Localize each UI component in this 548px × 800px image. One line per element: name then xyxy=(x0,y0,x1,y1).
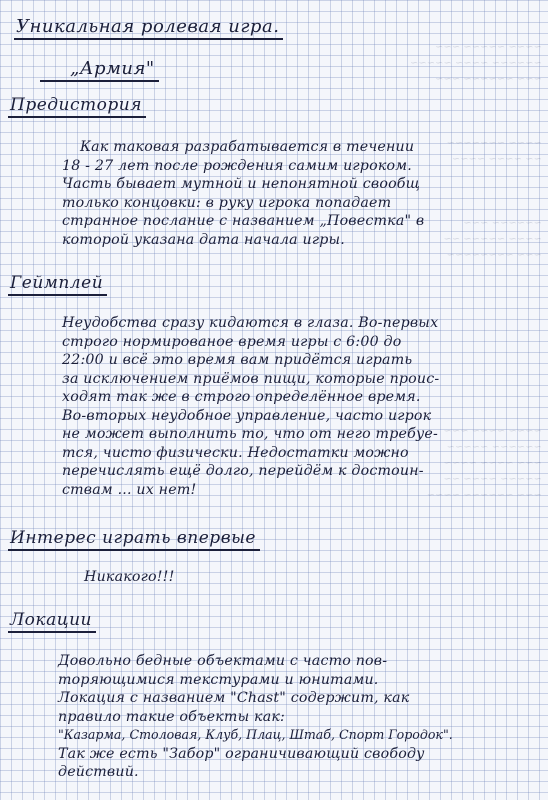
section-body-gameplay xyxy=(62,314,439,499)
text-line: только концовки: в руку игрока попадает xyxy=(62,194,392,211)
text-line: Так же есть "Забор" ограничивающий свободу xyxy=(58,745,425,762)
bleed-through-text: ~~~~ ~~~~~ ~~~ ~~~~~~ ~~~~ ~~~~~ ~~~ ~~~~~~ ~~~ ~~~~ ~~~~~~~ ~~ ~~~~ ~~~~ ~~~~~~ ~~~ ~~~~ ~~~~~ ~~ ~~~ ~~~~~~~~ ~~~~ ~~~~ ~~~ ~~~~~~ ~~~~~ ~~~ ~~~~ ~~~~ ~~~~~ ~~~~ ~~ ~~~ ~~~~~~ ~~~~ xyxy=(409,42,542,501)
text-line: тся, чисто физически. Недостатки можно xyxy=(62,444,409,461)
text-line: 22:00 и всё это время вам придётся играть xyxy=(62,352,413,368)
text-line: не может выполнить то, что от него требуе- xyxy=(62,426,438,442)
text-line: 18 - 27 лет после рождения самим игроком. xyxy=(62,157,412,174)
text-line: Часть бывает мутной и непонятной свообщ xyxy=(62,176,421,192)
section-body-locations xyxy=(58,652,453,782)
text-line: Как таковая разрабатывается в течении xyxy=(80,139,415,155)
text-line: Неудобства сразу кидаются в глаза. Во-первых xyxy=(62,315,439,331)
title-line-2: „Армия" xyxy=(40,58,159,82)
section-heading-gameplay: Геймплей xyxy=(8,273,107,296)
section-heading-interest: Интерес играть впервые xyxy=(8,528,260,551)
section-heading-prehistory: Предистория xyxy=(8,95,146,118)
text-line: ствам ... их нет! xyxy=(62,481,197,498)
text-line: действий. xyxy=(58,764,139,780)
text-line: ходят так же в строго определённое время. xyxy=(62,389,421,405)
text-line: за исключением приёмов пищи, которые проис- xyxy=(62,370,440,387)
title-line-1: Уникальная ролевая игра. xyxy=(14,16,283,40)
text-line: Локация с названием "Chast" содержит, как xyxy=(58,690,410,706)
text-line: торяющимися текстурами и юнитами. xyxy=(58,671,379,688)
text-line: правило такие объекты как: xyxy=(58,708,286,725)
text-line: которой указана дата начала игры. xyxy=(62,231,345,248)
text-line: "Казарма, Столовая, Клуб, Плац, Штаб, Спорт Городок". xyxy=(58,727,453,742)
section-body-interest xyxy=(84,568,174,587)
text-line: Во-вторых неудобное управление, часто игрок xyxy=(62,407,432,424)
text-line: странное послание с названием „Повестка" в xyxy=(62,213,425,229)
section-body-prehistory xyxy=(62,138,424,249)
text-line: Никакого!!! xyxy=(84,569,175,585)
text-line: перечислять ещё долго, перейдём к достоин- xyxy=(62,463,424,479)
section-heading-locations: Локации xyxy=(8,610,96,633)
text-line: Довольно бедные объектами с часто пов- xyxy=(58,653,388,669)
text-line: строго нормированое время игры с 6:00 до xyxy=(62,333,402,350)
